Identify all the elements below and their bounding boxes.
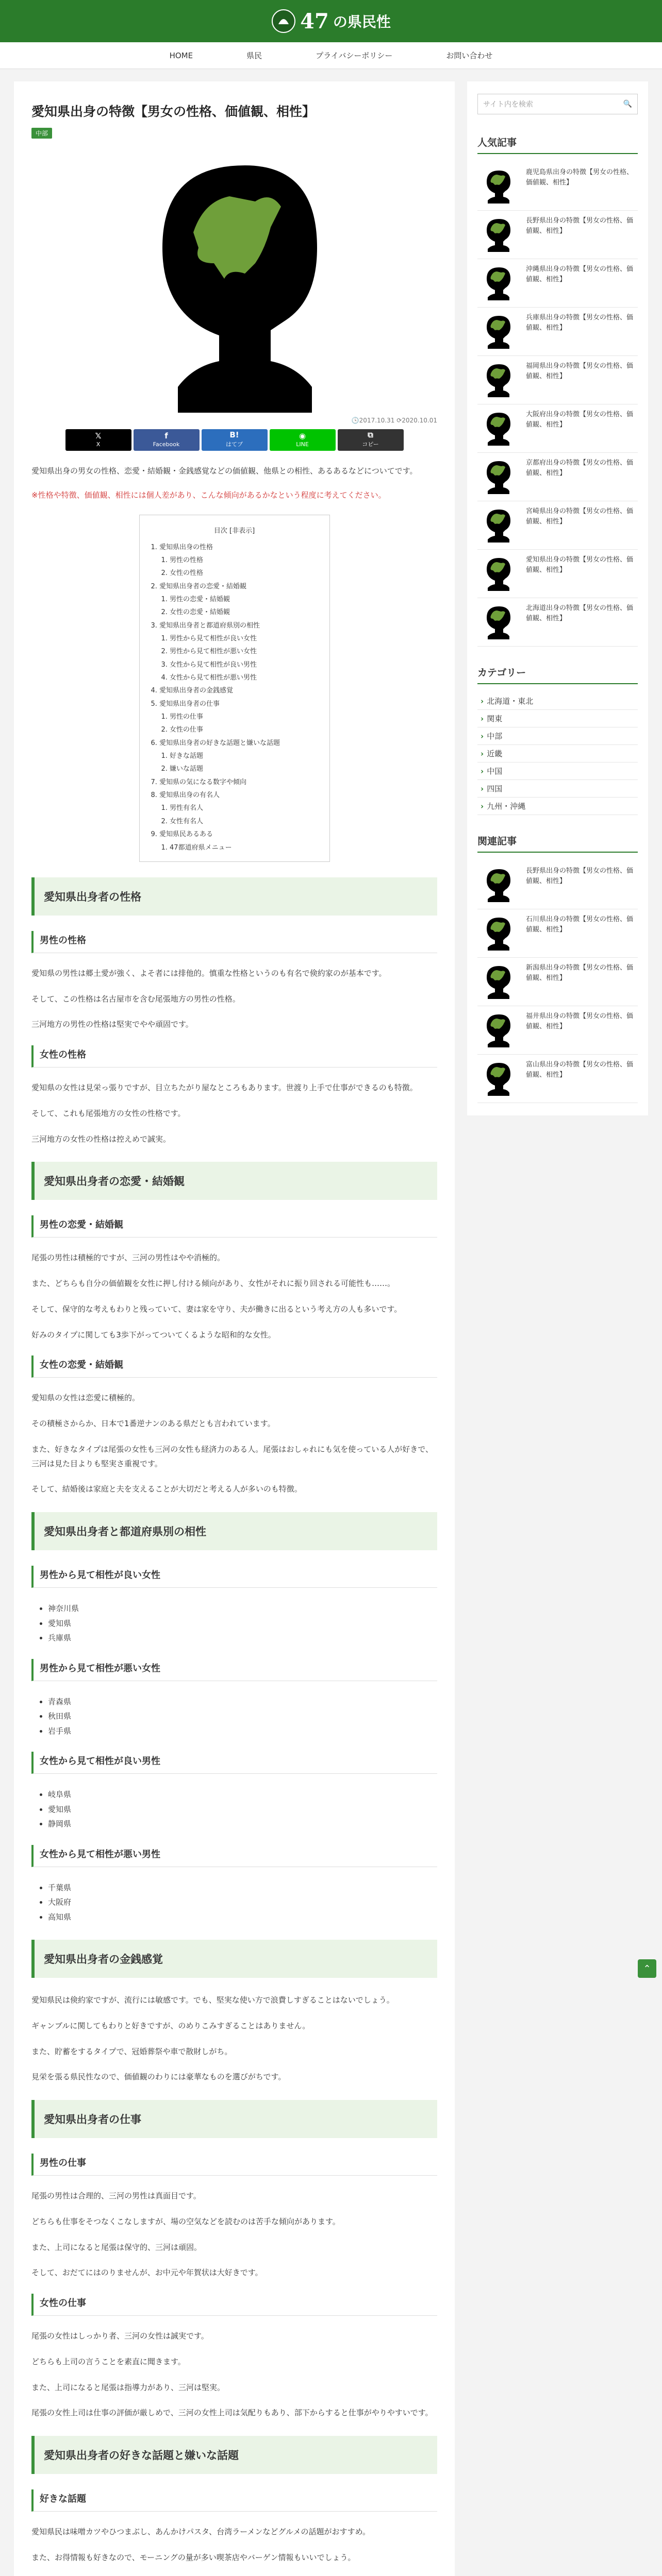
paragraph: そして、おだてにはのりませんが、お中元や年賀状は大好きです。	[31, 2268, 263, 2278]
article-thumbnail	[477, 458, 519, 494]
toc-item[interactable]: 1. 好きな話題	[161, 752, 204, 760]
subsection-heading: 好きな話題	[31, 2489, 437, 2512]
category-label: 中部	[487, 732, 503, 741]
article-main	[14, 81, 455, 2576]
paragraph: 尾張の男性は合理的、三河の男性は真面目です。	[31, 2191, 201, 2201]
article-thumbnail	[477, 410, 519, 446]
article-thumbnail	[477, 866, 519, 902]
toc-item[interactable]: 1. 男性の性格	[161, 556, 204, 564]
paragraph: 三河地方の女性の性格は控えめで誠実。	[31, 1134, 171, 1144]
article-title-link[interactable]: 新潟県出身の特徴【男女の性格、価値観、相性】	[526, 964, 634, 982]
related-list	[477, 861, 638, 1103]
share-label: はてブ	[226, 441, 243, 448]
popular-article[interactable]	[477, 501, 638, 550]
prefecture-item: • 愛知県	[48, 1616, 437, 1631]
article-title-link[interactable]: 沖縄県出身の特徴【男女の性格、価値観、相性】	[526, 265, 634, 284]
category-link[interactable]	[477, 780, 638, 798]
article-thumbnail	[477, 1060, 519, 1096]
share-icon: ⧉	[368, 430, 373, 439]
table-of-contents	[139, 515, 330, 862]
paragraph: また、貯蓄をするタイプで、冠婚葬祭や車で散財しがち。	[31, 2046, 233, 2056]
subsection-heading: 男性の仕事	[31, 2154, 437, 2176]
toc-item[interactable]: 6. 愛知県出身者の好きな話題と嫌いな話題	[151, 739, 280, 747]
toc-item[interactable]: 1. 男性有名人	[161, 804, 204, 812]
article-body	[31, 877, 437, 2576]
toc-item[interactable]: 1. 男性の仕事	[161, 713, 204, 721]
subsection-heading: 女性から見て相性が悪い男性	[31, 1845, 437, 1867]
article-thumbnail	[477, 1011, 519, 1047]
section-heading: 愛知県出身者の仕事	[31, 2100, 437, 2138]
category-label: 四国	[487, 784, 503, 793]
popular-article[interactable]	[477, 598, 638, 647]
category-label: 関東	[487, 714, 503, 723]
subsection-heading: 女性の仕事	[31, 2294, 437, 2316]
subsection-heading: 男性の恋愛・結婚観	[31, 1215, 437, 1238]
category-link[interactable]	[477, 710, 638, 727]
paragraph: 好みのタイプに関しても3歩下がってついてくるような昭和的な女性。	[31, 1330, 276, 1340]
prefecture-item: • 高知県	[48, 1910, 437, 1925]
share-button-2[interactable]	[202, 429, 268, 451]
share-button-4[interactable]	[338, 429, 404, 451]
paragraph: また、好きなタイプは尾張の女性も三河の女性も経済力のある人。尾張はおしゃれにも気を使っている人が好きで、三河は見た目よりも堅実さ重視です。	[31, 1444, 433, 1468]
toc-item[interactable]: 7. 愛知県の気になる数字や傾向	[151, 778, 247, 786]
toc-item[interactable]: 2. 女性の仕事	[161, 726, 204, 734]
logo-emblem-icon	[271, 9, 296, 33]
paragraph: そして、結婚後は家庭と夫を支えることが大切だと考える人が多いのも特徴。	[31, 1484, 302, 1494]
prefecture-list	[48, 1694, 437, 1739]
paragraph: 尾張の女性はしっかり者、三河の女性は誠実です。	[31, 2331, 209, 2341]
toc-item[interactable]: 2. 女性有名人	[161, 817, 204, 825]
popular-article[interactable]	[477, 308, 638, 356]
share-icon: B!	[229, 430, 239, 439]
prefecture-item: • 岩手県	[48, 1724, 437, 1739]
prefecture-item: • 大阪府	[48, 1895, 437, 1910]
prefecture-item: • 千葉県	[48, 1880, 437, 1895]
toc-item[interactable]: 5. 愛知県出身者の仕事	[151, 700, 220, 708]
logo-text: の県民性	[333, 13, 391, 30]
logo-number: 47	[300, 9, 329, 33]
chevron-right-icon: ›	[481, 731, 484, 741]
article-thumbnail	[477, 555, 519, 591]
category-badge[interactable]: 中部	[31, 128, 52, 139]
section-heading: 愛知県出身者の性格	[31, 877, 437, 916]
article-title-link[interactable]: 富山県出身の特徴【男女の性格、価値観、相性】	[526, 1061, 634, 1079]
posted-date: 2017.10.31	[359, 416, 395, 424]
article-thumbnail	[477, 361, 519, 397]
prefecture-list	[48, 1601, 437, 1646]
prefecture-item: • 静岡県	[48, 1817, 437, 1832]
toc-list	[151, 541, 318, 854]
chevron-up-icon: ⌃	[643, 1963, 651, 1974]
paragraph: 見栄を張る県民性なので、価値観のわりには豪華なものを選びがちです。	[31, 2072, 286, 2082]
chevron-right-icon: ›	[481, 766, 484, 776]
article-title-link[interactable]: 宮崎県出身の特徴【男女の性格、価値観、相性】	[526, 507, 634, 526]
category-link[interactable]	[477, 798, 638, 815]
article-title-link[interactable]: 福井県出身の特徴【男女の性格、価値観、相性】	[526, 1012, 634, 1031]
article-thumbnail	[477, 167, 519, 204]
toc-item[interactable]: 4. 女性から見て相性が悪い男性	[161, 674, 257, 682]
nav-prefectures[interactable]: 県民	[246, 50, 262, 60]
share-icon: 𝕏	[95, 431, 102, 440]
category-link[interactable]	[477, 762, 638, 780]
popular-list	[477, 162, 638, 647]
section-heading: 愛知県出身者の好きな話題と嫌いな話題	[31, 2436, 437, 2474]
search-icon[interactable]: 🔍	[623, 100, 632, 108]
site-header	[0, 0, 662, 42]
paragraph: 愛知県民は味噌カツやひつまぶし、あんかけパスタ、台湾ラーメンなどグルメの話題がおすすめ。	[31, 2527, 371, 2537]
article-thumbnail	[477, 216, 519, 252]
search-box[interactable]	[477, 94, 638, 114]
paragraph: 尾張の女性上司は仕事の評価が厳しめで、三河の女性上司は気配りもあり、部下からすると仕事がやりやすいです。	[31, 2408, 433, 2418]
category-label: 九州・沖縄	[487, 802, 526, 811]
popular-article[interactable]	[477, 211, 638, 259]
article-title-link[interactable]: 大阪府出身の特徴【男女の性格、価値観、相性】	[526, 411, 634, 429]
updated-date: 2020.10.01	[402, 416, 437, 424]
popular-article[interactable]	[477, 259, 638, 308]
chevron-right-icon: ›	[481, 714, 484, 723]
share-icon: f	[164, 431, 168, 440]
prefecture-item: • 神奈川県	[48, 1601, 437, 1616]
warning-text: ※性格や特徴、価値観、相性には個人差があり、こんな傾向があるかなという程度に考えてください。	[31, 490, 386, 500]
toc-item[interactable]: 1. 男性の恋愛・結婚観	[161, 595, 230, 603]
share-button-1[interactable]	[134, 429, 200, 451]
prefecture-item: • 愛知県	[48, 1802, 437, 1817]
paragraph: 愛知県の女性は恋愛に積極的。	[31, 1393, 140, 1403]
paragraph: どちらも仕事をそつなくこなしますが、場の空気などを読むのは苦手な傾向があります。	[31, 2216, 340, 2226]
nav-home[interactable]: HOME	[169, 50, 193, 60]
hero-image	[31, 145, 437, 413]
article-thumbnail	[477, 914, 519, 951]
silhouette-with-map-illustration	[101, 145, 369, 413]
share-label: X	[96, 440, 101, 448]
related-article[interactable]	[477, 909, 638, 958]
section-heading: 愛知県出身者の恋愛・結婚観	[31, 1162, 437, 1200]
paragraph: 愛知県の男性は郷土愛が強く、よそ者には排他的。慎重な性格というのも有名で倹約家のが基本です。	[31, 968, 387, 978]
toc-item[interactable]: 4. 愛知県出身者の金銭感覚	[151, 687, 234, 695]
paragraph: どちらも上司の言うことを素直に聞きます。	[31, 2357, 186, 2366]
prefecture-list	[48, 1787, 437, 1832]
popular-article[interactable]	[477, 356, 638, 404]
subsection-heading: 男性の性格	[31, 931, 437, 953]
global-nav	[0, 42, 662, 69]
category-label: 北海道・東北	[487, 697, 534, 706]
toc-item[interactable]: 8. 愛知県出身の有名人	[151, 791, 220, 800]
category-label: 中国	[487, 767, 503, 776]
article-title-link[interactable]: 鹿児島県出身の特徴【男女の性格、価値観、相性】	[526, 168, 634, 187]
article-title-link[interactable]: 福岡県出身の特徴【男女の性格、価値観、相性】	[526, 362, 634, 381]
toc-title[interactable]: 目次 [非表示]	[213, 527, 255, 535]
article-thumbnail	[477, 264, 519, 300]
article-thumbnail	[477, 603, 519, 639]
paragraph: また、どちらも自分の価値観を女性に押し付ける傾向があり、女性がそれに振り回される可能性も……。	[31, 1279, 395, 1289]
popular-article[interactable]	[477, 162, 638, 211]
subsection-heading: 男性から見て相性が良い女性	[31, 1566, 437, 1588]
category-label: 近畿	[487, 749, 503, 758]
article-thumbnail	[477, 963, 519, 999]
paragraph: また、上司になると尾張は保守的、三河は頑固。	[31, 2242, 202, 2252]
chevron-right-icon: ›	[481, 801, 484, 811]
prefecture-item: • 兵庫県	[48, 1631, 437, 1646]
article-title-link[interactable]: 兵庫県出身の特徴【男女の性格、価値観、相性】	[526, 314, 634, 332]
category-title: カテゴリー	[477, 665, 638, 684]
share-label: コピー	[362, 441, 379, 448]
chevron-right-icon: ›	[481, 696, 484, 706]
toc-item[interactable]: 2. 女性の恋愛・結婚観	[161, 608, 230, 617]
sidebar	[467, 81, 648, 1115]
toc-item[interactable]: 2. 男性から見て相性が悪い女性	[161, 648, 257, 656]
popular-article[interactable]	[477, 550, 638, 598]
related-article[interactable]	[477, 861, 638, 909]
search-input[interactable]: サイト内を検索	[483, 100, 534, 109]
paragraph: その積極さからか、日本で1番逆ナンのある県だとも言われています。	[31, 1419, 275, 1429]
share-buttons	[31, 429, 437, 451]
prefecture-list	[48, 1880, 437, 1925]
toc-item[interactable]: 1. 愛知県出身の性格	[151, 543, 213, 551]
share-icon: ◉	[299, 431, 306, 440]
paragraph: そして、保守的な考えもわりと残っていて、妻は家を守り、夫が働きに出るという考え方の人も多いです。	[31, 1304, 402, 1314]
paragraph: また、お得情報も好きなので、モーニングの量が多い喫茶店やバーゲン情報もいいでしょう。	[31, 2552, 356, 2562]
subsection-heading: 女性の性格	[31, 1045, 437, 1067]
share-button-0[interactable]	[65, 429, 131, 451]
toc-item[interactable]: 2. 嫌いな話題	[161, 765, 204, 773]
intro-text: 愛知県出身の男女の性格、恋愛・結婚観・金銭感覚などの価値観、他県との相性、あるあるなどについてです。	[31, 466, 418, 476]
popular-article[interactable]	[477, 404, 638, 453]
article-thumbnail	[477, 506, 519, 543]
share-label: Facebook	[153, 440, 180, 448]
back-to-top-button[interactable]	[638, 1959, 656, 1978]
subsection-heading: 男性から見て相性が悪い女性	[31, 1659, 437, 1681]
related-title: 関連記事	[477, 834, 638, 853]
article-title-link[interactable]: 長野県出身の特徴【男女の性格、価値観、相性】	[526, 217, 634, 235]
article-title-link[interactable]: 長野県出身の特徴【男女の性格、価値観、相性】	[526, 867, 634, 886]
paragraph: ギャンブルに関してもわりと好きですが、のめりこみすぎることはありません。	[31, 2021, 310, 2030]
article-thumbnail	[477, 313, 519, 349]
category-link[interactable]	[477, 745, 638, 762]
prefecture-item: • 秋田県	[48, 1709, 437, 1724]
chevron-right-icon: ›	[481, 784, 484, 793]
paragraph: 尾張の男性は積極的ですが、三河の男性はやや消極的。	[31, 1253, 225, 1263]
popular-title: 人気記事	[477, 135, 638, 154]
toc-item[interactable]: 3. 愛知県出身者と都道府県別の相性	[151, 621, 260, 630]
popular-article[interactable]	[477, 453, 638, 501]
paragraph: 三河地方の男性の性格は堅実でやや頑固です。	[31, 1020, 193, 1029]
paragraph: 愛知県民は倹約家ですが、流行には敏感です。でも、堅実な使い方で浪費しすぎることはないでしょう。	[31, 1995, 394, 2005]
paragraph: また、上司になると尾張は指導力があり、三河は堅実。	[31, 2382, 225, 2392]
category-link[interactable]	[477, 727, 638, 745]
related-article[interactable]	[477, 958, 638, 1006]
prefecture-item: • 青森県	[48, 1694, 437, 1709]
clock-icon: 🕓	[351, 416, 359, 424]
article-title-link[interactable]: 北海道出身の特徴【男女の性格、価値観、相性】	[526, 604, 634, 623]
toc-item[interactable]: 1. 男性から見て相性が良い女性	[161, 635, 257, 642]
article-title-link[interactable]: 石川県出身の特徴【男女の性格、価値観、相性】	[526, 916, 634, 934]
related-article[interactable]	[477, 1006, 638, 1055]
article-title-link[interactable]: 京都府出身の特徴【男女の性格、価値観、相性】	[526, 459, 634, 478]
nav-contact[interactable]: お問い合わせ	[446, 50, 493, 60]
subsection-heading: 女性の恋愛・結婚観	[31, 1355, 437, 1378]
toc-item[interactable]: 3. 女性から見て相性が良い男性	[161, 660, 257, 669]
category-link[interactable]	[477, 692, 638, 710]
article-title-link[interactable]: 愛知県出身の特徴【男女の性格、価値観、相性】	[526, 556, 634, 574]
subsection-heading: 女性から見て相性が良い男性	[31, 1752, 437, 1774]
section-heading: 愛知県出身者の金銭感覚	[31, 1940, 437, 1978]
article-title: 愛知県出身の特徴【男女の性格、価値観、相性】	[31, 104, 316, 119]
article-dates	[31, 417, 437, 424]
toc-item[interactable]: 2. 愛知県出身者の恋愛・結婚観	[151, 582, 247, 590]
paragraph: そして、これも尾張地方の女性の性格です。	[31, 1108, 186, 1118]
category-list	[477, 692, 638, 815]
toc-item[interactable]: 2. 女性の性格	[161, 569, 204, 578]
share-button-3[interactable]	[270, 429, 336, 451]
prefecture-item: • 岐阜県	[48, 1787, 437, 1802]
paragraph: 愛知県の女性は見栄っ張りですが、目立ちたがり屋なところもあります。世渡り上手で仕事ができるのも特徴。	[31, 1083, 418, 1093]
paragraph: そして、この性格は名古屋市を含む尾張地方の男性の性格。	[31, 994, 240, 1004]
toc-item[interactable]: 9. 愛知県民あるある	[151, 831, 213, 839]
section-heading: 愛知県出身者と都道府県別の相性	[31, 1512, 437, 1550]
related-article[interactable]	[477, 1055, 638, 1103]
nav-privacy[interactable]: プライバシーポリシー	[316, 50, 393, 60]
toc-item[interactable]: 1. 47都道府県メニュー	[161, 843, 232, 852]
share-label: LINE	[296, 440, 309, 448]
site-logo[interactable]	[271, 9, 391, 33]
refresh-icon: ⟳	[396, 416, 402, 424]
chevron-right-icon: ›	[481, 749, 484, 758]
